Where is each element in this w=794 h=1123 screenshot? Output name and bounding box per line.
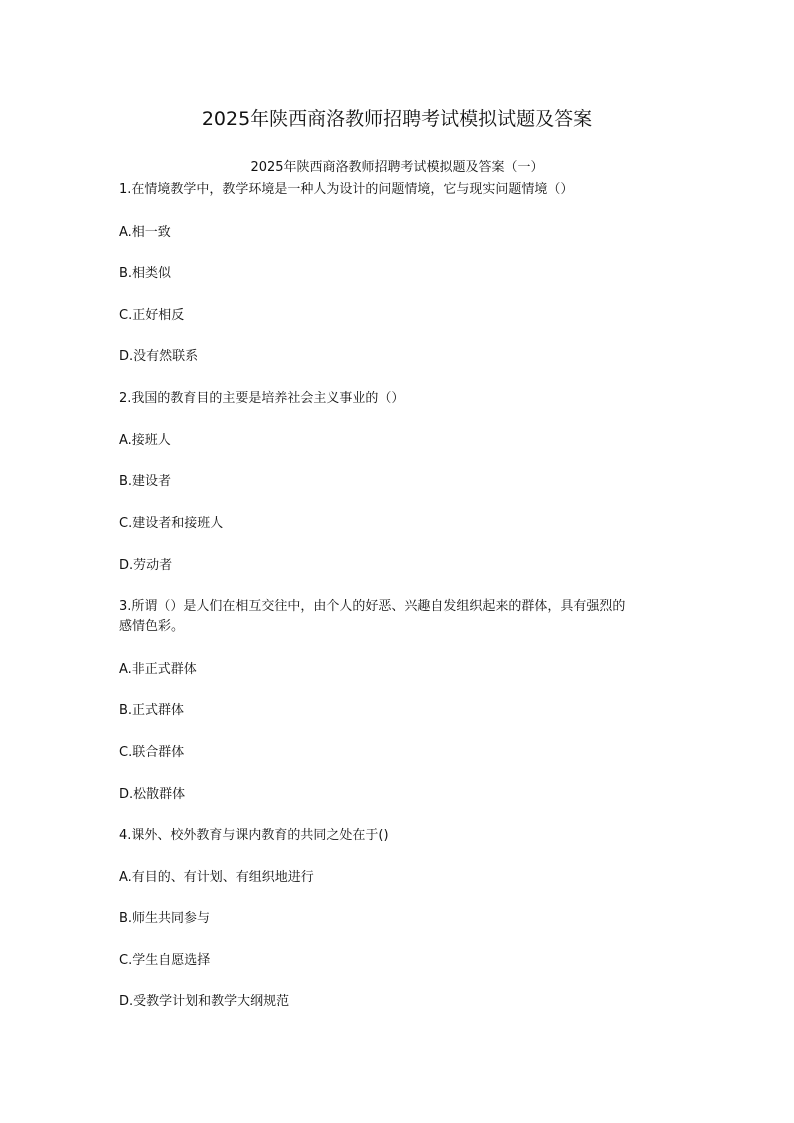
question-2-option-b: B.建设者 (119, 474, 172, 489)
question-2-stem: 2.我国的教育目的主要是培养社会主义事业的（） (119, 391, 405, 406)
question-2-option-a: A.接班人 (119, 433, 171, 448)
question-4-option-d: D.受教学计划和教学大纲规范 (119, 994, 290, 1009)
question-2-option-c: C.建设者和接班人 (119, 516, 224, 531)
question-4-option-a: A.有目的、有计划、有组织地进行 (119, 870, 314, 885)
question-1-option-c: C.正好相反 (119, 308, 185, 323)
question-1-option-a: A.相一致 (119, 225, 171, 240)
question-4-option-c: C.学生自愿选择 (119, 953, 211, 968)
question-3-option-c: C.联合群体 (119, 745, 185, 760)
question-3-option-a: A.非正式群体 (119, 662, 197, 677)
question-3-option-b: B.正式群体 (119, 703, 185, 718)
document-subtitle: 2025年陕西商洛教师招聘考试模拟题及答案（一） (250, 160, 544, 175)
question-2-option-d: D.劳动者 (119, 558, 173, 573)
question-3-option-d: D.松散群体 (119, 787, 186, 802)
question-1-option-b: B.相类似 (119, 266, 172, 281)
question-4-option-b: B.师生共同参与 (119, 911, 211, 926)
question-3-stem-line-2: 感情色彩。 (119, 619, 185, 634)
question-1-option-d: D.没有然联系 (119, 349, 199, 364)
question-3-stem-line-1: 3.所谓（）是人们在相互交往中，由个人的好恶、兴趣自发组织起来的群体，具有强烈的 (119, 599, 626, 614)
question-4-stem: 4.课外、校外教育与课内教育的共同之处在于() (119, 828, 389, 843)
question-1-stem: 1.在情境教学中，教学环境是一种人为设计的问题情境，它与现实问题情境（） (119, 182, 574, 197)
document-title: 2025年陕西商洛教师招聘考试模拟试题及答案 (201, 108, 593, 130)
